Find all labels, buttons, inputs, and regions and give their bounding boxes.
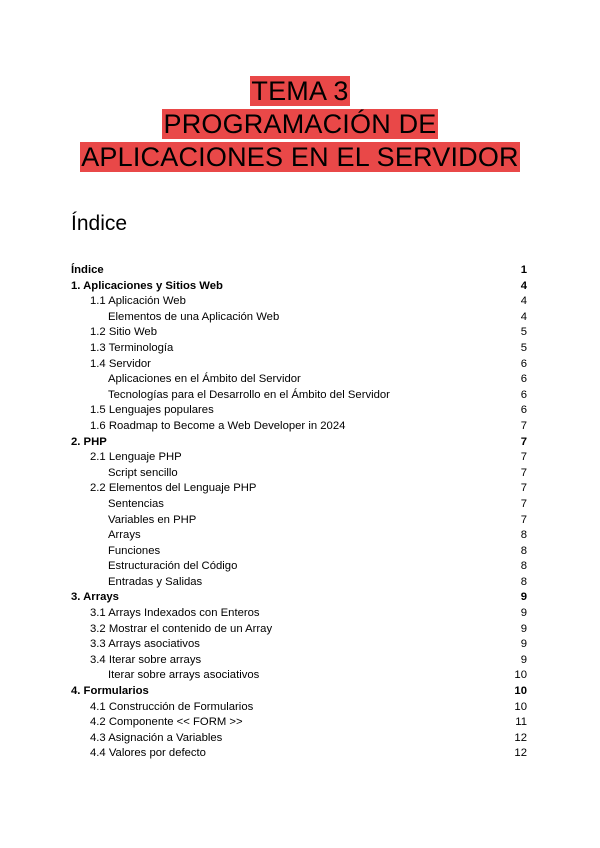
toc-entry-page[interactable]: 8 [520,544,527,557]
toc-entry-page[interactable]: 8 [520,529,527,542]
toc-entry[interactable] [71,263,527,279]
toc-entry-page[interactable]: 7 [520,435,527,448]
toc-entry-page[interactable]: 7 [520,497,527,510]
toc-entry-page[interactable]: 4 [520,310,527,323]
toc-entry[interactable] [71,606,527,622]
title-line-2: PROGRAMACIÓN DE [163,109,437,139]
toc-entry-title[interactable]: 1.4 Servidor [90,357,151,370]
toc-entry[interactable] [71,388,527,404]
toc-entry[interactable] [71,357,527,373]
toc-entry-title[interactable]: 3. Arrays [71,591,119,604]
toc-entry-title[interactable]: 1.2 Sitio Web [90,326,157,339]
toc-entry-page[interactable]: 9 [520,638,527,651]
toc-entry[interactable] [71,637,527,653]
toc-entry-title[interactable]: 4.3 Asignación a Variables [90,731,223,744]
toc-entry[interactable] [71,341,527,357]
toc-entry-page[interactable]: 10 [514,700,527,713]
toc-entry-page[interactable]: 6 [520,404,527,417]
toc-entry[interactable] [71,435,527,451]
toc-entry-title[interactable]: Entradas y Salidas [108,575,203,588]
toc-entry-page[interactable]: 7 [520,451,527,464]
toc-entry[interactable] [71,653,527,669]
toc-entry-title[interactable]: Funciones [108,544,161,557]
toc-entry-title[interactable]: Estructuración del Código [108,560,238,573]
toc-entry[interactable] [71,622,527,638]
toc-entry-page[interactable]: 7 [520,466,527,479]
toc-entry-title[interactable]: 1.1 Aplicación Web [90,295,186,308]
toc-entry-title[interactable]: 4. Formularios [71,685,149,698]
toc-entry-page[interactable]: 10 [514,669,527,682]
toc-entry-page[interactable]: 10 [514,685,527,698]
toc-entry-page[interactable]: 9 [520,591,527,604]
toc-entry-page[interactable]: 7 [520,419,527,432]
toc-entry-page[interactable]: 12 [514,731,527,744]
toc-entry[interactable] [71,700,527,716]
toc-entry[interactable] [71,668,527,684]
toc-entry-title[interactable]: 3.3 Arrays asociativos [90,638,200,651]
toc-entry[interactable] [71,481,527,497]
toc-entry-title[interactable]: 4.2 Componente << FORM >> [90,716,243,729]
toc-entry-page[interactable]: 1 [520,264,527,276]
toc-entry-title[interactable]: 4.4 Valores por defecto [90,747,206,760]
toc-entry[interactable] [71,497,527,513]
toc-entry-page[interactable]: 7 [520,513,527,526]
toc-entry[interactable] [71,528,527,544]
toc-entry-title[interactable]: 2.2 Elementos del Lenguaje PHP [90,482,257,495]
toc-entry-title[interactable]: 1.3 Terminología [90,341,174,354]
toc-entry[interactable] [71,544,527,560]
toc-entry-title[interactable]: Iterar sobre arrays asociativos [108,669,260,682]
title-line-3: APLICACIONES EN EL SERVIDOR [81,142,519,172]
table-of-contents [71,263,527,762]
toc-entry-title[interactable]: 3.1 Arrays Indexados con Enteros [90,607,260,620]
toc-entry-title[interactable]: Arrays [108,529,141,542]
toc-entry-title[interactable]: 4.1 Construcción de Formularios [90,700,254,713]
toc-entry-title[interactable]: 1.5 Lenguajes populares [90,404,214,417]
toc-entry-page[interactable]: 9 [520,622,527,635]
toc-entry[interactable] [71,513,527,529]
toc-entry[interactable] [71,715,527,731]
toc-entry-title[interactable]: Tecnologías para el Desarrollo en el Ámbito del Servidor [108,388,390,401]
toc-entry[interactable] [71,372,527,388]
toc-entry-page[interactable]: 8 [520,575,527,588]
toc-entry-page[interactable]: 9 [520,607,527,620]
toc-entry[interactable] [71,403,527,419]
toc-entry[interactable] [71,325,527,341]
toc-entry-title[interactable]: 1. Aplicaciones y Sitios Web [71,279,223,292]
toc-entry-title[interactable]: Script sencillo [108,466,178,479]
toc-entry-title[interactable]: 2. PHP [71,435,107,448]
toc-entry-page[interactable]: 4 [520,279,527,292]
toc-entry-page[interactable]: 7 [520,482,527,495]
toc-entry-title[interactable]: 3.4 Iterar sobre arrays [90,653,202,666]
toc-entry-page[interactable]: 9 [520,653,527,666]
index-heading: Índice [71,212,128,235]
toc-entry-title[interactable]: Sentencias [108,497,164,510]
toc-entry[interactable] [71,294,527,310]
toc-entry-page[interactable]: 12 [514,747,527,760]
toc-entry-page[interactable]: 4 [520,295,527,308]
toc-entry-title[interactable]: 2.1 Lenguaje PHP [90,451,182,464]
toc-entry-title[interactable]: Aplicaciones en el Ámbito del Servidor [108,373,301,386]
toc-entry[interactable] [71,450,527,466]
toc-entry-page[interactable]: 11 [515,716,527,729]
toc-entry-page[interactable]: 5 [520,326,527,339]
toc-entry-page[interactable]: 6 [520,373,527,386]
title-line-1: TEMA 3 [251,76,349,106]
document-title [0,75,600,174]
toc-entry[interactable] [71,419,527,435]
toc-entry[interactable] [71,731,527,747]
toc-entry[interactable] [71,466,527,482]
toc-entry-page[interactable]: 5 [520,341,527,354]
toc-entry-title[interactable]: Variables en PHP [108,513,197,526]
toc-entry-title[interactable]: Índice [71,264,104,276]
toc-entry-title[interactable]: 3.2 Mostrar el contenido de un Array [90,622,273,635]
toc-entry-title[interactable]: 1.6 Roadmap to Become a Web Developer in 2024 [90,419,346,432]
toc-entry[interactable] [71,559,527,575]
toc-entry-title[interactable]: Elementos de una Aplicación Web [108,310,280,323]
toc-entry-page[interactable]: 8 [520,560,527,573]
toc-entry[interactable] [71,279,527,295]
toc-entry[interactable] [71,575,527,591]
toc-entry-page[interactable]: 6 [520,357,527,370]
toc-entry[interactable] [71,310,527,326]
toc-entry[interactable] [71,746,527,762]
toc-entry-page[interactable]: 6 [520,388,527,401]
toc-entry[interactable] [71,590,527,606]
toc-entry[interactable] [71,684,527,700]
